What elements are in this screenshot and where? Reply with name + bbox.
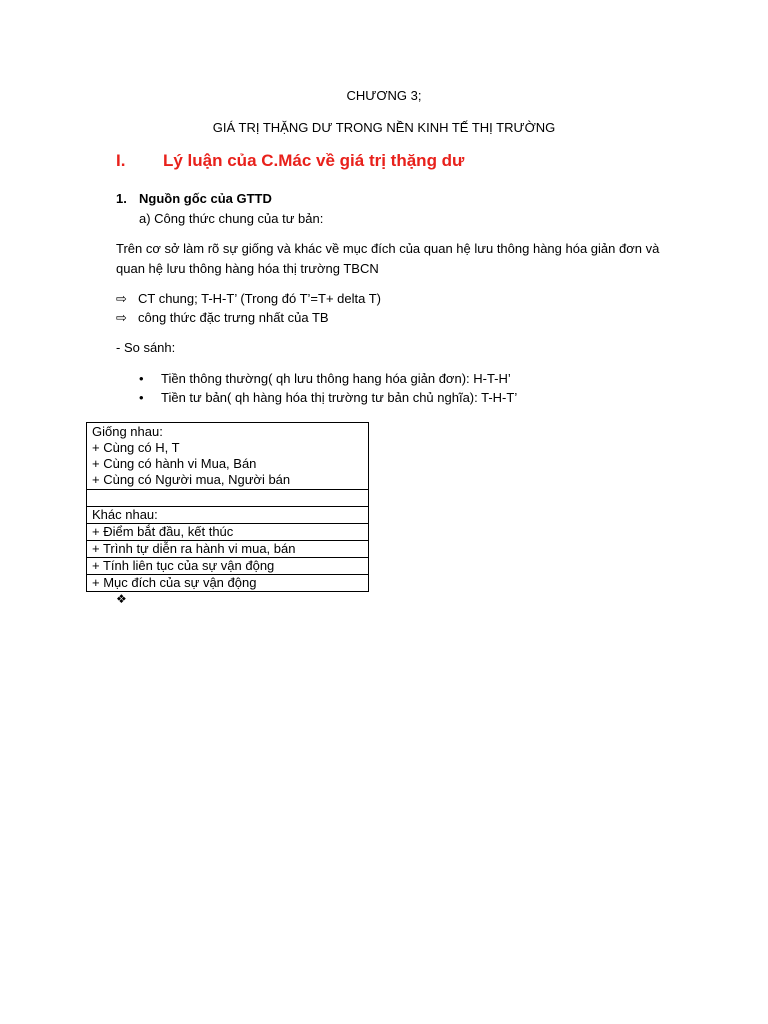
subsection-label: Nguồn gốc của GTTD [139,191,272,206]
dot-bullet-item [139,371,511,387]
comparison-table [86,422,369,592]
difference-item: + Tính liên tục của sự vận động [87,558,369,575]
arrow-bullet-text: CT chung; T-H-T’ (Trong đó T’=T+ delta T) [138,291,382,306]
empty-cell [87,490,369,507]
subsection-heading [116,191,272,207]
similarity-item: + Cùng có hành vi Mua, Bán [92,456,257,471]
arrow-right-icon: ⇨ [116,291,127,306]
bullet-dot-icon: • [139,390,144,405]
section-number: I. [116,151,126,170]
dot-bullet-text: Tiền tư bản( qh hàng hóa thị trường tư bản chủ nghĩa): T-H-T’ [161,390,518,405]
diamond-bullet-icon: ❖ [116,592,127,606]
difference-item: + Trình tự diễn ra hành vi mua, bán [87,541,369,558]
table-row [87,507,369,524]
arrow-bullet-item [116,310,329,326]
chapter-heading: CHƯƠNG 3; [346,88,422,103]
table-row [87,575,369,592]
bullet-dot-icon: • [139,371,144,386]
compare-label: - So sánh: [116,340,176,355]
subsection-number: 1. [116,191,127,206]
paragraph-line-1: Trên cơ sở làm rõ sự giống và khác về mục đích của quan hệ lưu thông hàng hóa giản đơn và [116,241,660,256]
table-row [87,524,369,541]
table-row [87,490,369,507]
similarity-item: + Cùng có Người mua, Người bán [92,472,291,487]
table-row [87,541,369,558]
chapter-title: GIÁ TRỊ THẶNG DƯ TRONG NỀN KINH TẾ THỊ TRƯỜNG [212,120,556,135]
similarities-heading: Giống nhau: [92,424,163,439]
table-row [87,423,369,490]
differences-heading: Khác nhau: [87,507,369,524]
paragraph-line-2: quan hệ lưu thông hàng hóa thị trường TBCN [116,261,379,276]
section-label: Lý luận của C.Mác về giá trị thặng dư [163,151,465,170]
arrow-bullet-text: công thức đặc trưng nhất của TB [138,310,329,325]
arrow-right-icon: ⇨ [116,310,127,325]
difference-item: + Điểm bắt đầu, kết thúc [87,524,369,541]
similarity-item: + Cùng có H, T [92,440,180,455]
dot-bullet-text: Tiền thông thường( qh lưu thông hang hóa giản đơn): H-T-H’ [161,371,511,386]
subitem-heading: a) Công thức chung của tư bản: [139,211,324,226]
section-heading [116,150,464,172]
similarities-cell [87,423,369,490]
arrow-bullet-item [116,291,381,307]
table-row [87,558,369,575]
dot-bullet-item [139,390,517,406]
difference-item: + Mục đích của sự vận động [87,575,369,592]
